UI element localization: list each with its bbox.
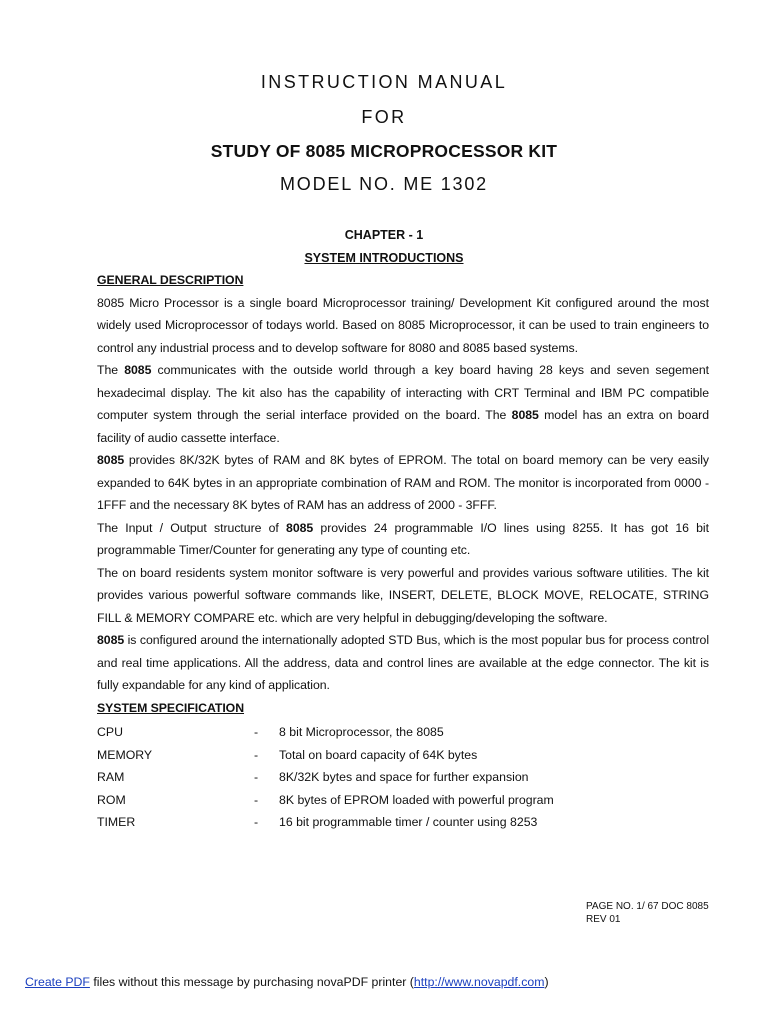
novapdf-notice-close: )	[544, 975, 549, 989]
spec-value: 8K bytes of EPROM loaded with powerful program	[279, 792, 554, 807]
model-number: MODEL NO. ME 1302	[280, 174, 488, 194]
general-description-heading: GENERAL DESCRIPTION	[97, 273, 244, 287]
paragraph-4-text-b: provides 24 programmable I/O lines using 8255. It has got 16 bit programmable Timer/Counter for generating any type of counting etc.	[97, 520, 709, 557]
paragraph-4-bold: 8085	[286, 520, 314, 535]
spec-dash: -	[254, 770, 259, 785]
novapdf-notice	[25, 975, 549, 989]
create-pdf-link[interactable]: Create PDF	[25, 975, 90, 989]
paragraph-2-bold-b: 8085	[511, 408, 539, 422]
spec-dash: -	[254, 725, 259, 739]
spec-value: 16 bit programmable timer / counter using 8253	[279, 815, 538, 830]
general-description-section	[97, 269, 709, 719]
paragraph-6	[97, 629, 709, 697]
chapter-number: CHAPTER - 1	[344, 228, 424, 242]
page-reference	[586, 901, 709, 926]
paragraph-6-bold: 8085	[97, 633, 125, 647]
manual-title-line3: STUDY OF 8085 MICROPROCESSOR KIT	[210, 141, 558, 161]
spec-row	[97, 811, 717, 834]
spec-dash: -	[254, 815, 259, 830]
spec-dash: -	[254, 792, 259, 807]
paragraph-4-text-a: The Input / Output structure of	[97, 520, 287, 535]
spec-value: Total on board capacity of 64K bytes	[279, 747, 478, 762]
spec-name: RAM	[97, 770, 125, 785]
manual-title-line2: FOR	[361, 107, 407, 127]
spec-row	[97, 721, 717, 744]
paragraph-2-bold-a: 8085	[124, 363, 152, 377]
spec-name: TIMER	[97, 815, 136, 830]
paragraph-6-text: is configured around the internationally adopted STD Bus, which is the most popular bus for process control and real time applications. All the address, data and control lines are available at the edge connector. The kit is fully expandable for any kind of application.	[97, 633, 709, 692]
spec-value: 8K/32K bytes and space for further expansion	[279, 770, 529, 785]
paragraph-2	[97, 359, 709, 449]
paragraph-5: The on board residents system monitor software is very powerful and provides various software utilities. The kit provides various powerful software commands like, INSERT, DELETE, BLOCK MOVE, RELOCATE, STRING FILL & MEMORY COMPARE etc. which are very helpful in debugging/developing the software.	[97, 565, 709, 625]
paragraph-1: 8085 Micro Processor is a single board Microprocessor training/ Development Kit configured around the most widely used Microprocessor of todays world. Based on 8085 Microprocessor, it can be used to train engineers to control any industrial process and to develop software for 8080 and 8085 based systems.	[97, 295, 709, 355]
paragraph-2-text-b: communicates with the outside world through a key board having 28 keys and seven segement hexadecimal display. The kit also has the capability of interacting with CRT Terminal and IBM PC compatible computer system through the serial interface provided on the board. The	[97, 363, 709, 422]
page-number: PAGE NO. 1/ 67 DOC 8085	[586, 901, 709, 912]
paragraph-3	[97, 449, 709, 517]
spec-name: CPU	[97, 725, 123, 739]
manual-title-line1: INSTRUCTION MANUAL	[260, 72, 508, 92]
spec-name: MEMORY	[97, 747, 153, 762]
spec-row	[97, 789, 717, 812]
spec-row	[97, 766, 717, 789]
novapdf-notice-text: files without this message by purchasing novaPDF printer (	[89, 975, 414, 989]
paragraph-2-text-c: model has an extra on board facility of audio cassette interface.	[97, 408, 710, 445]
paragraph-4	[97, 517, 709, 562]
paragraph-2-text-a: The	[97, 363, 125, 377]
revision: REV 01	[586, 913, 621, 925]
chapter-title: SYSTEM INTRODUCTIONS	[304, 251, 464, 265]
paragraph-3-text: provides 8K/32K bytes of RAM and 8K bytes of EPROM. The total on board memory can be very easily expanded to 64K bytes in an appropriate combination of RAM and ROM. The monitor is incorporated from 0000 - 1FFF and the necessary 8K bytes of RAM has an address of 2000 - 3FFF.	[97, 453, 709, 512]
spec-dash: -	[254, 747, 259, 762]
spec-row	[97, 744, 717, 767]
spec-value: 8 bit Microprocessor, the 8085	[279, 725, 444, 739]
system-specification-heading: SYSTEM SPECIFICATION	[97, 700, 245, 715]
specification-table	[97, 721, 717, 834]
spec-name: ROM	[97, 792, 126, 807]
paragraph-3-bold: 8085	[97, 453, 125, 467]
novapdf-url-link[interactable]: http://www.novapdf.com	[413, 975, 545, 989]
